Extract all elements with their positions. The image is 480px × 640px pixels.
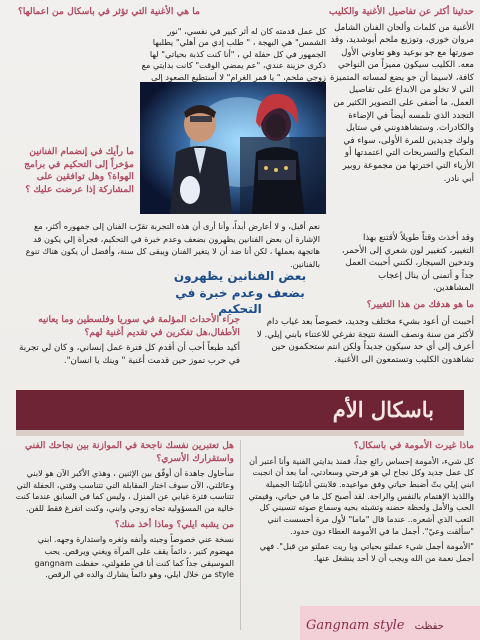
answer-paragraph: سأحاول جاهدة أن أوفّق بين الإثنين ، وهذي الأكبر الآن هو لابني وعائلتي، الآن سوف اختار المقابلة التي تتناسب وقتي، الحفلة التي تتناسب فترة غيابي عن المنزل ، وليس كما في السابق عندما كنت خالية من المسؤولية تجاه زوجي وابني، وكنت اتفرغ فقط للفن. [15, 468, 234, 514]
photo-illustration [140, 82, 326, 214]
singer-photo [140, 82, 326, 214]
answer-paragraph: كل شيء، الأمومة إحساس رائع جداً، فمنذ بدايتي الفنية وأنا أعتبر أن كل عمل جديد وكل نجاح لي هو فرحتي وسعادتي، أما بعد أن انجبت ابني إيلي بتّ أضبط حياتي وفق مواعيده. فلابنتي أنانيّتنا الجميلة واللذيذ الإهتمام بالنفس والراحة. لقد أصبح كل ما في حياتي، وقيمتي الحب والأمل ولحظة حضنه وتشبثه بحيه وسماع صوته تنسيني كل التعب الذي أشعره.. عندما قال "ماما" لأول مرة أحسست انني "سألقت وعيّ". أجمل ما في الأمومة العطاء دون حدود. [248, 455, 474, 536]
question-heading: ما هو هدفك من هذا التغيير؟ [366, 298, 474, 310]
question-heading: ما رأيك في إنضمام الفنانين مؤخراً إلى التحكيم في برامج الهواة؟ وهل توافقين على المشاركة إذا عرضت عليك ؟ [24, 146, 134, 195]
caption-arabic: حفظت [414, 621, 444, 632]
caption-english: Gangnam style [306, 618, 405, 633]
answer-paragraph: "الأمومة أجمل شيء عملتو بحياتي ويا ريت عملتو من قبل". فهي أجمل نعمة من الله ويجب أن لا أحد ينشغل عنها. [259, 541, 474, 564]
article-column-left-mid [14, 146, 134, 199]
section-banner [16, 390, 464, 430]
judging-answer [14, 220, 326, 274]
answer-paragraph: كل عمل قدمته كان له أثر كبير في نفسي، "نور الشمس" هي البهجة ، " طلب إدي من أهلي" يطلبها الجمهور في كل حفلة لي ، "أنا كنت كذبة بحياتي" لها ذكرى حزينة عندي، "عم يمضي الوقت" كانت بدايتي مع زوجي ملحم، " يا قمر الغرام" لا أستطيع الصعود إلى [141, 26, 326, 82]
answer-paragraph: أكيد طبعاً أحب أن أقدم كل فترة عمل إنساني، و كان لي تجربة في حرب تموز حين قدمت أغنية " وينك يا انسان". [19, 343, 240, 366]
question-heading: جراء الأحداث المؤلمة في سوريا وفلسطين وما يعانيه الأطفال،هل تفكرين في تقديم أغنية لهم؟ [38, 314, 240, 338]
answer-paragraph: وقد أخذت وقتاً طويلاً لأقتنع بهذا التغيير، كتغيير لون شعري إلى الأحمر، وتدخين السيجار، لكنني أحببت العمل جداً و أتمنى أن ينال إعجاب المشاهدين. [341, 233, 474, 294]
article-column-right-bottom [248, 440, 474, 569]
change-answer [250, 316, 474, 370]
answer-paragraph: أحببت أن أعود بشيء مختلف وجديد، خصوصاً بعد غياب دام لأكثر من سنة ونصف السنة نتيجة تفرغي للاعتناء بابني إيلي. لا أعرف إلى أي حد سيكون جديداً ولكن انتم ستحكمون حين تشاهدون الكليب وتستمعون الى الأغنية. [256, 317, 474, 365]
pull-quote: بعض الفنانين يظهرون بضعف وعدم خبرة في التحكيم [173, 269, 307, 316]
answer-paragraph: نعم أقبل، و لا أعارض أبداً، وأنا أرى أن هذه التجربة تقرّب الفنان إلى جمهوره أكثر، مع الإشارة أن بعض الفنانين يظهرون بضعف وعدم خبرة في التحكيم، فجرأة إلي يكون قد هاتجهة بعملها ، لكن أنا ضد أن لا يتغير الفنان ويبقى كل سنة، وأفضل أن يكون هناك تنوع بالفنانين. [25, 221, 320, 269]
question-heading: ما هي الأغنية التي تؤثر في باسكال من اعمالها؟ [17, 6, 200, 17]
answer-paragraph: نسخة عني خصوصاً وجبته وأنفه وثغره واستدارة وجهه. ابني مهضوم كتير ، دائماً يقف على المرآة ويغني ويرقص. يحب الموسيقى جداً كما كنت أنا في طفولتي، حفظت gangnam style من خلال ايلي، وهو دائماً يشارك والده في الرقص. [34, 534, 234, 580]
article-column-left-war [14, 314, 240, 371]
section-title: باسكال الأم [332, 397, 434, 422]
question-heading: حدثينا أكثر عن تفاصيل الأغنية والكليب [329, 6, 474, 17]
article-column-left-bottom [14, 440, 234, 585]
question-heading: من يشبه ايلي؟ وماذا أخذ منك؟ [114, 518, 234, 530]
answer-paragraph: الأغنية من كلمات وألحان الفنان الشامل مروان خوري، وتوزيع ملحم أبوشديد، وقد صورتها مع جو بوعيد وهو تعاوني الأول معه. الكليب سيكون مميزاً من النواحي كافة، لاسيما أن جو يضع لمساته المتميزة التي لا تخلو من الابداع على تفاصيل العمل، ما أضفى على التصوير الكثير من التجدد الذي تلمسه أيضاً في الإضاءة والكادرات. وستشاهدونني في ستايل ولوك جديدين للمرة الأولى، سواء في المكياج والتسريحات التي اعتمدتها أو الأزياء التي اخترتها من مجموعة روبير أبي نادر. [330, 22, 474, 184]
question-heading: ماذا غيرت الأمومة في باسكال؟ [353, 440, 474, 451]
banner-underline [16, 430, 464, 436]
article-column-left-top [14, 6, 200, 22]
column-divider [240, 440, 241, 630]
caption [306, 618, 476, 633]
article-column-right-top [328, 6, 474, 189]
question-heading: هل تعتبرين نفسك ناجحة في الموازنة بين نجاحك الفني واستقرارك الأسري؟ [25, 440, 234, 464]
article-column-right-lower [336, 232, 474, 314]
